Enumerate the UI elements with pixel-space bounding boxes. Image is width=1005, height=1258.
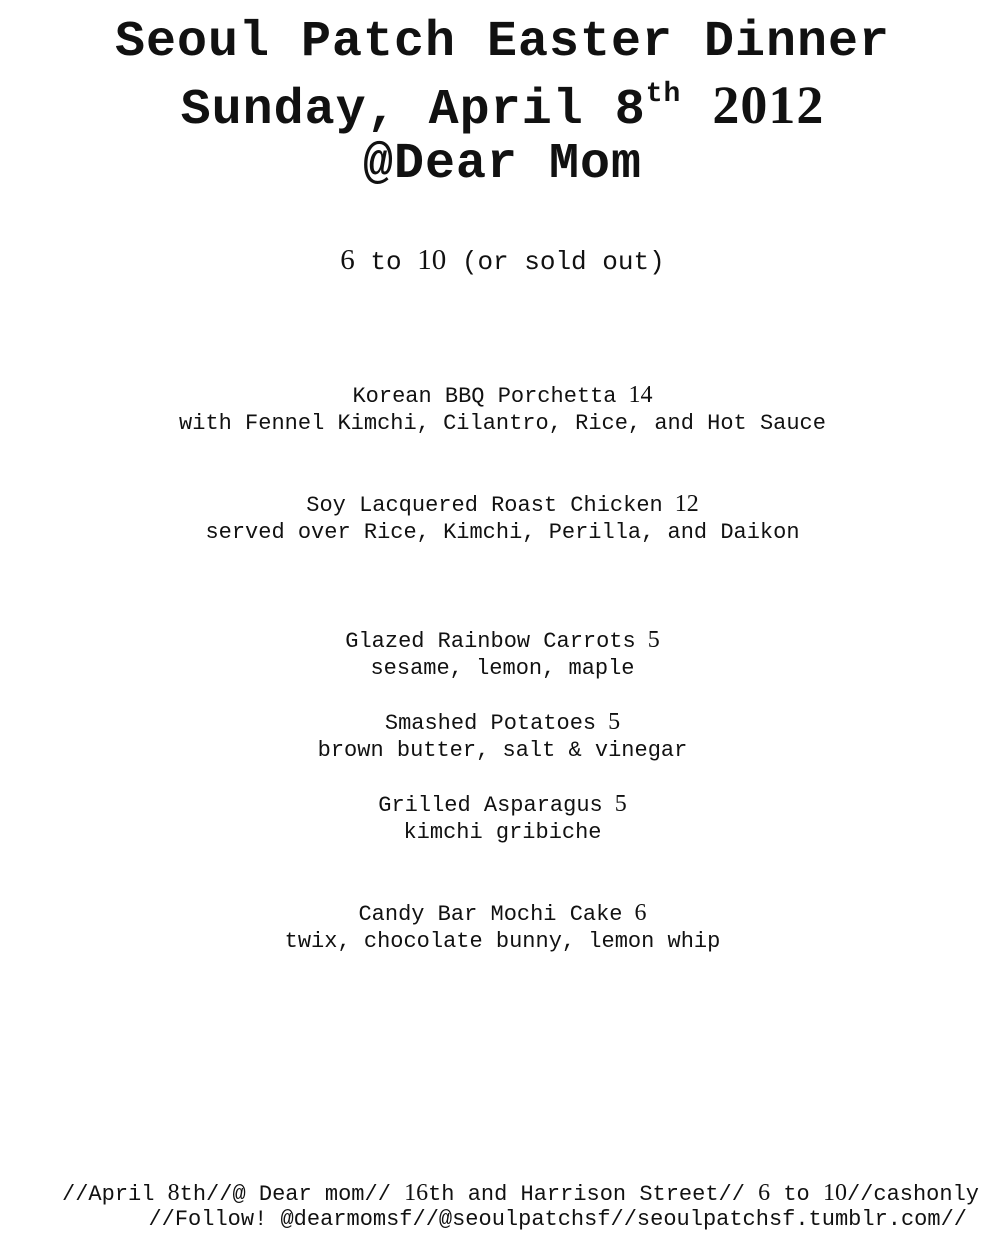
- hours-note: (or sold out): [461, 247, 665, 277]
- footer-line-1: [0, 1180, 1005, 1208]
- menu-item-name: Grilled Asparagus: [378, 793, 603, 818]
- title-line-3: @Dear Mom: [362, 136, 643, 193]
- title-date-suffix: th: [645, 79, 682, 110]
- hours-end: 10: [417, 244, 447, 276]
- menu-item-price: 5: [614, 791, 627, 817]
- menu-item-desc: with Fennel Kimchi, Cilantro, Rice, and Hot Sauce: [179, 411, 826, 436]
- footer-text: //cashonly: [846, 1182, 979, 1207]
- title-date: Sunday, April 8: [180, 82, 646, 139]
- menu-item-desc: served over Rice, Kimchi, Perilla, and Daikon: [205, 520, 800, 545]
- hours-start: 6: [340, 244, 355, 276]
- menu-item-price: 14: [628, 382, 653, 408]
- menu-item: [0, 900, 1005, 955]
- footer-number: 6: [758, 1180, 771, 1206]
- footer-line-2: //Follow! @dearmomsf//@seoulpatchsf//seoulpatchsf.tumblr.com//: [148, 1207, 967, 1232]
- menu-item: [0, 709, 1005, 764]
- menu-item-name: Korean BBQ Porchetta: [352, 384, 617, 409]
- footer-number: 10: [822, 1180, 847, 1206]
- footer-number: 16: [404, 1180, 429, 1206]
- menu-item: [0, 491, 1005, 546]
- footer-text: th//@ Dear mom//: [179, 1182, 405, 1207]
- menu-item-desc: twix, chocolate bunny, lemon whip: [284, 929, 721, 954]
- menu-item: [0, 791, 1005, 846]
- hours: [0, 242, 1005, 280]
- menu-item-desc: brown butter, salt & vinegar: [317, 738, 688, 763]
- menu-item-name: Candy Bar Mochi Cake: [358, 902, 623, 927]
- hours-to: to: [370, 247, 402, 277]
- footer-number: 8: [167, 1180, 180, 1206]
- title-year: 2012: [712, 75, 825, 135]
- menu-item-name: Glazed Rainbow Carrots: [345, 629, 636, 654]
- menu-item-price: 12: [674, 491, 699, 517]
- menu-item-name: Smashed Potatoes: [384, 711, 597, 736]
- menu-item-price: 6: [634, 900, 647, 926]
- menu-item-desc: kimchi gribiche: [403, 820, 602, 845]
- title-line-2: [0, 76, 1005, 140]
- footer-text: //April: [62, 1182, 168, 1207]
- title-line-1: Seoul Patch Easter Dinner: [114, 14, 891, 71]
- menu-item-desc: sesame, lemon, maple: [370, 656, 635, 681]
- footer-text: th and Harrison Street//: [428, 1182, 759, 1207]
- menu-item: [0, 382, 1005, 437]
- footer-text: to: [770, 1182, 823, 1207]
- menu-item-price: 5: [647, 627, 660, 653]
- menu-item-name: Soy Lacquered Roast Chicken: [306, 493, 663, 518]
- menu-item: [0, 627, 1005, 682]
- menu-item-price: 5: [608, 709, 621, 735]
